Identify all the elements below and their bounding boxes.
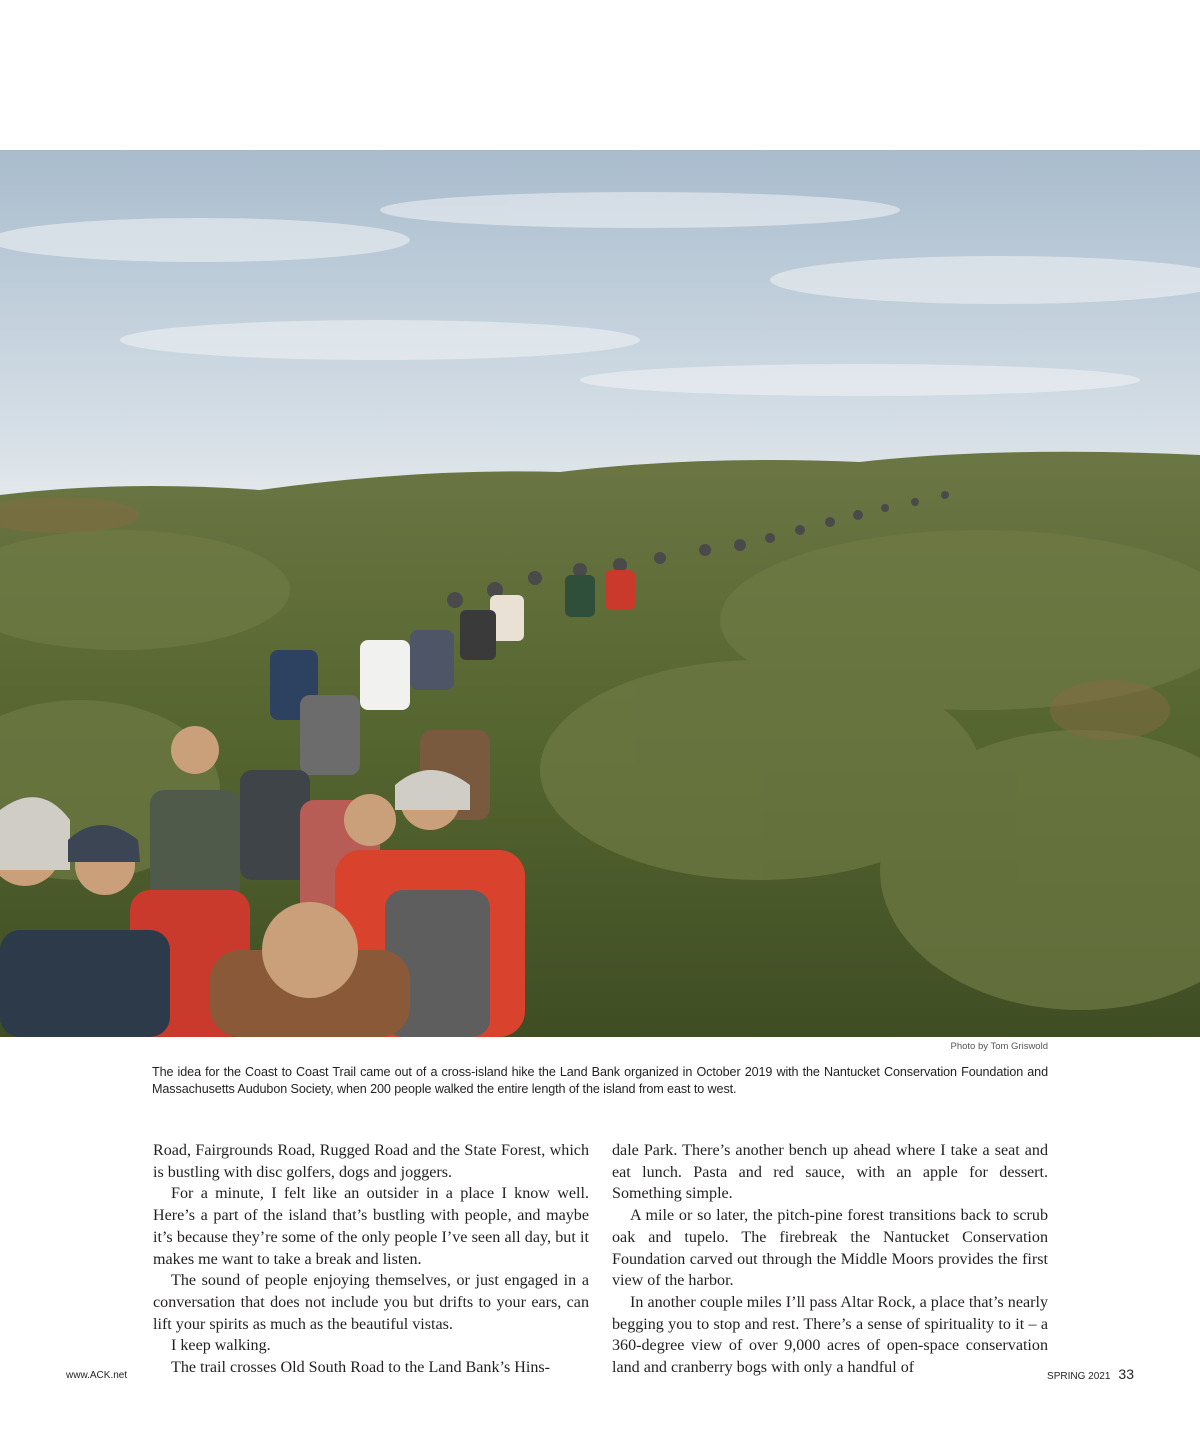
paragraph: dale Park. There’s another bench up ahead where I take a seat and eat lunch. Pasta and red sauce, with an apple for dessert. Something simple. — [612, 1142, 1048, 1203]
footer-folio — [1047, 1366, 1134, 1382]
hikers-illustration — [0, 150, 1200, 1037]
paragraph: The sound of people enjoying themselves, or just engaged in a conversation that does not include you but drifts to your ears, can lift your spirits as much as the beautiful vistas. — [153, 1272, 589, 1333]
paragraph: For a minute, I felt like an outsider in a place I know well. Here’s a part of the island that’s bustling with people, and maybe it’s because they’re some of the only people I’ve seen all day, but it makes me want to take a break and listen. — [153, 1185, 589, 1268]
photo-credit: Photo by Tom Griswold — [950, 1041, 1048, 1052]
page-number: 33 — [1118, 1366, 1134, 1382]
paragraph: Road, Fairgrounds Road, Rugged Road and the State Forest, which is bustling with disc golfers, dogs and joggers. — [153, 1142, 589, 1181]
footer-website: www.ACK.net — [66, 1370, 128, 1381]
issue-label: SPRING 2021 — [1047, 1371, 1111, 1382]
paragraph: A mile or so later, the pitch-pine forest transitions back to scrub oak and tupelo. The firebreak the Nantucket Conservation Foundation carved out through the Middle Moors provides the first view of the harbor. — [612, 1207, 1048, 1290]
body-column-left — [153, 1140, 589, 1379]
paragraph: In another couple miles I’ll pass Altar Rock, a place that’s nearly begging you to stop and rest. There’s a sense of spirituality to it – a 360-degree view of over 9,000 acres of open-space conservation land and cranberry bogs with only a handful of — [612, 1293, 1048, 1377]
photo-caption: The idea for the Coast to Coast Trail came out of a cross-island hike the Land Bank organized in October 2019 with the Nantucket Conservation Foundation and Massachusetts Audubon Society, when 200 people walked the entire length of the island from east to west. — [152, 1065, 1048, 1096]
paragraph: I keep walking. — [171, 1337, 271, 1355]
body-column-right — [612, 1140, 1048, 1379]
paragraph: The trail crosses Old South Road to the Land Bank’s Hins- — [171, 1359, 551, 1377]
hero-photo — [0, 150, 1200, 1037]
